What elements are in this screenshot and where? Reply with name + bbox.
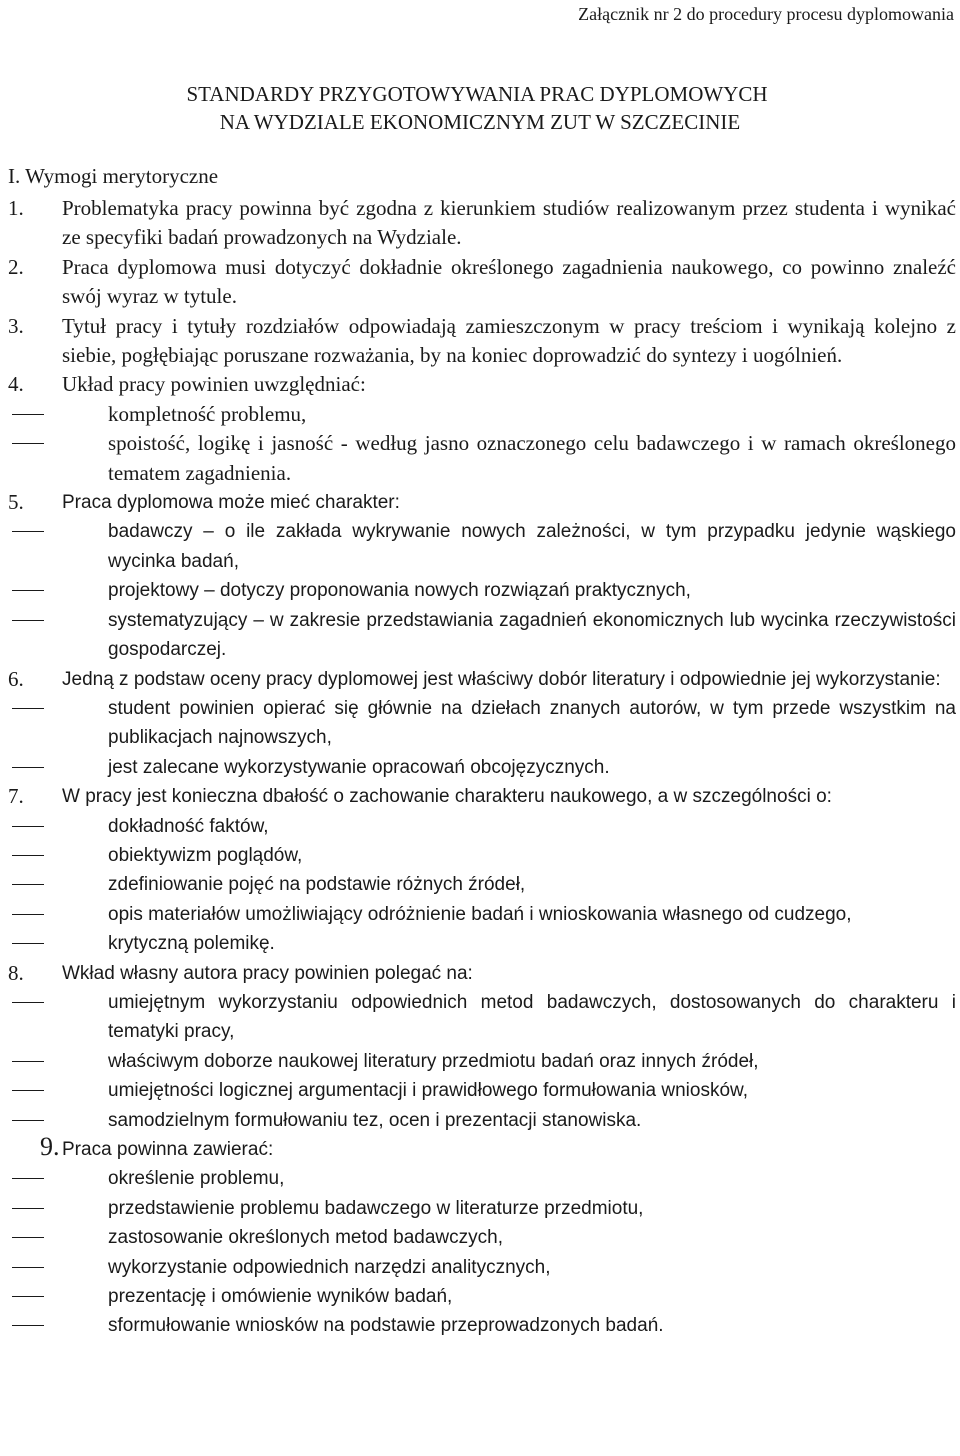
bullet-text: sformułowanie wniosków na podstawie przeprowadzonych badań. — [108, 1315, 664, 1337]
item-intro: W pracy jest konieczna dbałość o zachowanie charakteru naukowego, a w szczególności o: — [62, 786, 832, 808]
bullet-text: zastosowanie określonych metod badawczych, — [108, 1227, 503, 1249]
bullet-text: umiejętności logicznej argumentacji i prawidłowego formułowania wniosków, — [108, 1080, 748, 1102]
dash-bullet-icon — [12, 914, 44, 915]
dash-bullet-icon — [12, 1208, 44, 1209]
requirement-item — [8, 488, 956, 664]
bullet-text: umiejętnym wykorzystaniu odpowiednich metod badawczych, dostosowanych do charakteru i tematyki pracy, — [108, 991, 956, 1043]
bullet-text: wykorzystanie odpowiednich narzędzi analitycznych, — [108, 1256, 551, 1278]
section-heading: I. Wymogi merytoryczne — [8, 164, 219, 188]
requirement-item — [8, 959, 956, 1135]
bullet-item — [62, 517, 956, 576]
bullet-text: jest zalecane wykorzystywanie opracowań obcojęzycznych. — [108, 756, 610, 778]
dash-bullet-icon — [12, 1090, 44, 1091]
bullet-item — [62, 929, 956, 958]
bullet-item — [62, 988, 956, 1047]
dash-bullet-icon — [12, 1120, 44, 1121]
bullet-item — [62, 900, 956, 929]
item-number: 4. — [8, 372, 24, 397]
bullet-item — [62, 1223, 956, 1252]
bullet-item — [62, 1311, 956, 1340]
bullet-item — [62, 400, 956, 429]
item-number: 6. — [8, 666, 24, 691]
dash-bullet-icon — [12, 531, 44, 532]
item-number: 7. — [8, 784, 24, 809]
bullet-item — [62, 576, 956, 605]
item-intro: Wkład własny autora pracy powinien polegać na: — [62, 962, 473, 984]
requirement-item — [8, 194, 956, 253]
bullet-item — [62, 812, 956, 841]
dash-bullet-icon — [12, 1178, 44, 1179]
document-header: Załącznik nr 2 do procedury procesu dyplomowania — [578, 4, 954, 24]
bullet-text: właściwym doborze naukowej literatury przedmiotu badań oraz innych źródeł, — [108, 1050, 759, 1072]
requirement-item — [8, 312, 956, 371]
item-intro: Praca powinna zawierać: — [62, 1139, 274, 1160]
dash-bullet-icon — [12, 443, 44, 444]
dash-bullet-icon — [12, 1325, 44, 1326]
requirement-item — [8, 1132, 956, 1341]
requirement-item — [8, 782, 956, 958]
bullet-text: student powinien opierać się głównie na dziełach znanych autorów, w tym przede wszystkim na publikacjach najnowszych, — [108, 697, 956, 749]
bullet-item — [62, 1164, 956, 1193]
bullet-text: obiektywizm poglądów, — [108, 844, 303, 866]
requirement-item — [8, 253, 956, 312]
dash-bullet-icon — [12, 1296, 44, 1297]
dash-bullet-icon — [12, 1002, 44, 1003]
item-intro: Praca dyplomowa może mieć charakter: — [62, 492, 400, 514]
item-intro: Układ pracy powinien uwzględniać: — [62, 372, 366, 397]
requirement-item — [8, 665, 956, 783]
requirement-item — [8, 370, 956, 488]
bullet-text: prezentację i omówienie wyników badań, — [108, 1286, 453, 1308]
bullet-item — [62, 1253, 956, 1282]
dash-bullet-icon — [12, 414, 44, 415]
dash-bullet-icon — [12, 855, 44, 856]
bullet-text: określenie problemu, — [108, 1168, 285, 1190]
item-number: 3. — [8, 313, 24, 338]
dash-bullet-icon — [12, 1237, 44, 1238]
title-line-1: STANDARDY PRZYGOTOWYWANIA PRAC DYPLOMOWYCH — [186, 82, 768, 106]
bullet-item — [62, 1076, 956, 1105]
bullet-text: kompletność problemu, — [108, 401, 307, 426]
bullet-item — [62, 606, 956, 665]
document-title — [0, 80, 960, 136]
bullet-text: badawczy – o ile zakłada wykrywanie nowych zależności, w tym przypadku jedynie wąskiego wycinka badań, — [108, 521, 956, 572]
bullet-text: systematyzujący – w zakresie przedstawiania zagadnień ekonomicznych lub wycinka rzeczywistości gospodarczej. — [108, 609, 956, 661]
bullet-text: opis materiałów umożliwiający odróżnienie badań i wnioskowania własnego od cudzego, — [108, 903, 852, 925]
bullet-text: zdefiniowanie pojęć na podstawie różnych źródeł, — [108, 874, 526, 896]
bullet-item — [62, 1106, 956, 1135]
bullet-item — [62, 1282, 956, 1311]
item-intro: Jedną z podstaw oceny pracy dyplomowej jest właściwy dobór literatury i odpowiednie jej wykorzystanie: — [62, 668, 941, 690]
bullet-text: przedstawienie problemu badawczego w literaturze przedmiotu, — [108, 1197, 644, 1219]
bullet-item — [62, 870, 956, 899]
bullet-item — [62, 1194, 956, 1223]
dash-bullet-icon — [12, 767, 44, 768]
bullet-item — [62, 753, 956, 782]
item-text: Praca dyplomowa musi dotyczyć dokładnie określonego zagadnienia naukowego, co powinno znaleźć swój wyraz w tytule. — [62, 254, 956, 309]
bullet-item — [62, 429, 956, 488]
dash-bullet-icon — [12, 620, 44, 621]
dash-bullet-icon — [12, 590, 44, 591]
dash-bullet-icon — [12, 708, 44, 709]
bullet-text: spoistość, logikę i jasność - według jasno oznaczonego celu badawczego i w ramach określonego tematem zagadnienia. — [108, 431, 956, 485]
item-text: Tytuł pracy i tytuły rozdziałów odpowiadają zamieszczonym w pracy treściom i wynikają kolejno z siebie, pogłębiając poruszane rozważania, by na koniec doprowadzić do syntezy i uogólnień. — [62, 313, 956, 368]
bullet-text: dokładność faktów, — [108, 815, 269, 837]
dash-bullet-icon — [12, 884, 44, 885]
item-number: 1. — [8, 196, 24, 220]
item-number: 9. — [40, 1132, 60, 1161]
dash-bullet-icon — [12, 1267, 44, 1268]
bullet-text: projektowy – dotyczy proponowania nowych rozwiązań praktycznych, — [108, 580, 691, 602]
bullet-item — [62, 1047, 956, 1076]
bullet-text: krytyczną polemikę. — [108, 933, 275, 955]
item-number: 8. — [8, 960, 24, 985]
dash-bullet-icon — [12, 943, 44, 944]
item-number: 2. — [8, 254, 24, 279]
dash-bullet-icon — [12, 1061, 44, 1062]
bullet-item — [62, 841, 956, 870]
requirements-list — [8, 194, 956, 1341]
bullet-text: samodzielnym formułowaniu tez, ocen i prezentacji stanowiska. — [108, 1109, 642, 1131]
dash-bullet-icon — [12, 826, 44, 827]
title-line-2: NA WYDZIALE EKONOMICZNYM ZUT W SZCZECINIE — [219, 110, 741, 134]
bullet-item — [62, 694, 956, 753]
item-number: 5. — [8, 490, 24, 515]
item-text: Problematyka pracy powinna być zgodna z kierunkiem studiów realizowanym przez studenta i wynikać ze specyfiki badań prowadzonych na Wydziale. — [62, 196, 956, 250]
